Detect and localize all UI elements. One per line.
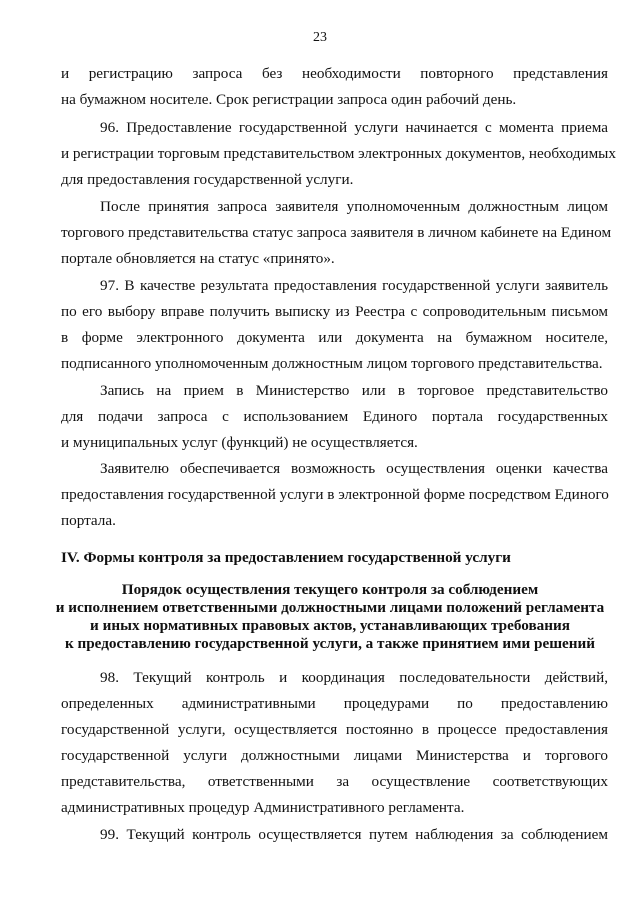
subheading-line: к предоставлению государственной услуги, а также принятием ими решений	[64, 635, 596, 652]
text-line: 98. Текущий контроль и координация последовательности действий,	[100, 669, 608, 686]
text-line: Заявителю обеспечивается возможность осуществления оценки качества	[100, 460, 608, 477]
text-line: на бумажном носителе. Срок регистрации запроса один рабочий день.	[61, 91, 517, 108]
section-heading: IV. Формы контроля за предоставлением государственной услуги	[61, 549, 511, 566]
text-line: и регистрации торговым представительством электронных документов, необходимых	[61, 145, 616, 162]
subheading-line: и исполнением ответственными должностными лицами положений регламента	[55, 599, 605, 616]
text-line: по его выбору вправе получить выписку из Реестра с сопроводительным письмом	[61, 303, 608, 320]
text-line: подписанного уполномоченным должностным лицом торгового представительства.	[61, 355, 603, 372]
text-line: После принятия запроса заявителя уполномоченным должностным лицом	[100, 198, 608, 215]
text-line: и муниципальных услуг (функций) не осуществляется.	[61, 434, 418, 451]
text-line: административных процедур Административного регламента.	[61, 799, 465, 816]
text-line: предоставления государственной услуги в электронной форме посредством Единого	[61, 486, 609, 503]
text-line: в форме электронного документа или документа на бумажном носителе,	[61, 329, 608, 346]
text-line: и регистрацию запроса без необходимости повторного представления	[61, 65, 608, 82]
page-number: 23	[313, 30, 327, 45]
subheading-line: Порядок осуществления текущего контроля за соблюдением	[121, 581, 539, 598]
text-line: портале обновляется на статус «принято».	[61, 250, 335, 267]
text-line: торгового представительства статус запроса заявителя в личном кабинете на Едином	[61, 224, 612, 241]
text-line: Запись на прием в Министерство или в торговое представительство	[100, 382, 608, 399]
text-line: портала.	[61, 512, 116, 529]
text-line: определенных административными процедурами по предоставлению	[61, 695, 608, 712]
text-line: для подачи запроса с использованием Единого портала государственных	[61, 408, 608, 425]
text-line: 97. В качестве результата предоставления государственной услуги заявитель	[100, 277, 608, 294]
text-line: государственной услуги, осуществляется постоянно в процессе предоставления	[61, 721, 608, 738]
text-line: государственной услуги должностными лицами Министерства и торгового	[61, 747, 608, 764]
text-line: представительства, ответственными за осуществление соответствующих	[61, 773, 608, 790]
text-line: для предоставления государственной услуги.	[61, 171, 354, 188]
subheading-line: и иных нормативных правовых актов, устанавливающих требования	[90, 617, 570, 634]
text-line: 99. Текущий контроль осуществляется путем наблюдения за соблюдением	[100, 826, 608, 843]
text-line: 96. Предоставление государственной услуги начинается с момента приема	[100, 119, 608, 136]
